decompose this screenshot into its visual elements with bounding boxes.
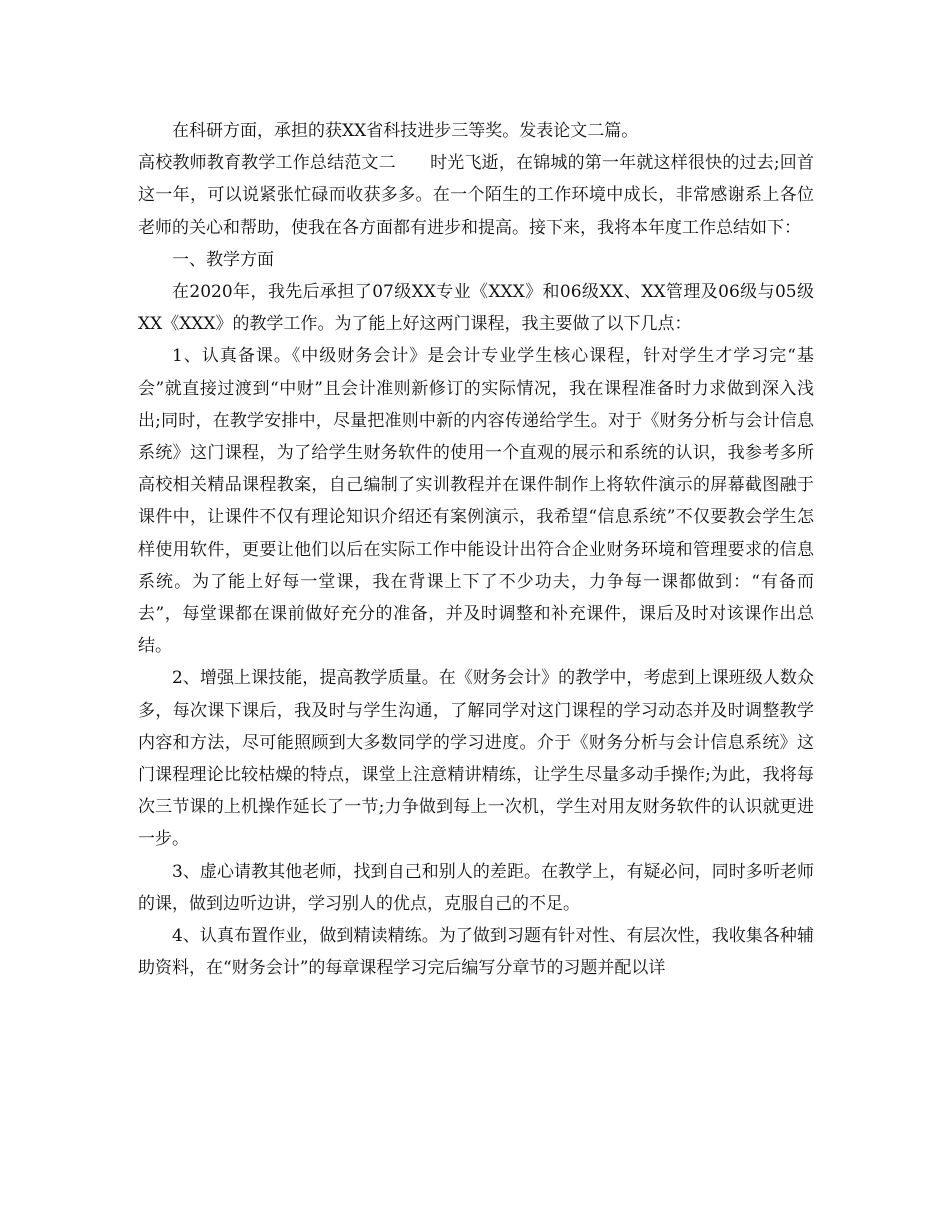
list-item-3: 3、虚心请教其他老师，找到自己和别人的差距。在教学上，有疑必问，同时多听老师的课，做到边听边讲，学习别人的优点，克服自己的不足。 <box>138 861 814 914</box>
intro-text: 时光飞逝，在锦城的第一年就这样很快的过去;回首这一年，可以说紧张忙碌而收获多多。在一个陌生的工作环境中成长，非常感谢系上各位老师的关心和帮助，使我在各方面都有进步和提高。接下来，我将本年度工作总结如下： <box>138 153 814 238</box>
paragraph-research: 在科研方面，承担的获XX省科技进步三等奖。发表论文二篇。 <box>172 121 639 141</box>
document-body <box>138 115 814 984</box>
list-item-2: 2、增强上课技能，提高教学质量。在《财务会计》的教学中，考虑到上课班级人数众多，每次课下课后，我及时与学生沟通，了解同学对这门课程的学习动态并及时调整教学内容和方法，尽可能照顾到大多数同学的学习进度。介于《财务分析与会计信息系统》这门课程理论比较枯燥的特点，课堂上注意精讲精练，让学生尽量多动手操作;为此，我将每次三节课的上机操作延长了一节;力争做到每上一次机，学生对用友财务软件的认识就更进一步。 <box>138 668 814 850</box>
section-heading-teaching: 一、教学方面 <box>172 249 274 270</box>
list-item-1: 1、认真备课。《中级财务会计》是会计专业学生核心课程，针对学生才学习完“基会”就直接过渡到“中财”且会计准则新修订的实际情况，我在课程准备时力求做到深入浅出;同时，在教学安排中，尽量把准则中新的内容传递给学生。对于《财务分析与会计信息系统》这门课程，为了给学生财务软件的使用一个直观的展示和系统的认识，我参考多所高校相关精品课程教案，自己编制了实训教程并在课件制作上将软件演示的屏幕截图融于课件中，让课件不仅有理论知识介绍还有案例演示，我希望“信息系统”不仅要教会学生怎样使用软件，更要让他们以后在实际工作中能设计出符合企业财务环境和管理要求的信息系统。为了能上好每一堂课，我在背课上下了不少功夫，力争每一课都做到：“有备而去”，每堂课都在课前做好充分的准备，并及时调整和补充课件，课后及时对该课作出总结。 <box>138 346 814 657</box>
list-item-4: 4、认真布置作业，做到精读精练。为了做到习题有针对性、有层次性，我收集各种辅助资料，在“财务会计”的每章课程学习完后编写分章节的习题并配以详 <box>138 926 814 979</box>
paragraph-2020: 在2020年，我先后承担了07级XX专业《XXX》和06级XX、XX管理及06级与05级XX《XXX》的教学工作。为了能上好这两门课程，我主要做了以下几点： <box>138 282 814 335</box>
document-title: 高校教师教育教学工作总结范文二 <box>138 153 396 174</box>
paragraph-intro <box>138 147 814 244</box>
